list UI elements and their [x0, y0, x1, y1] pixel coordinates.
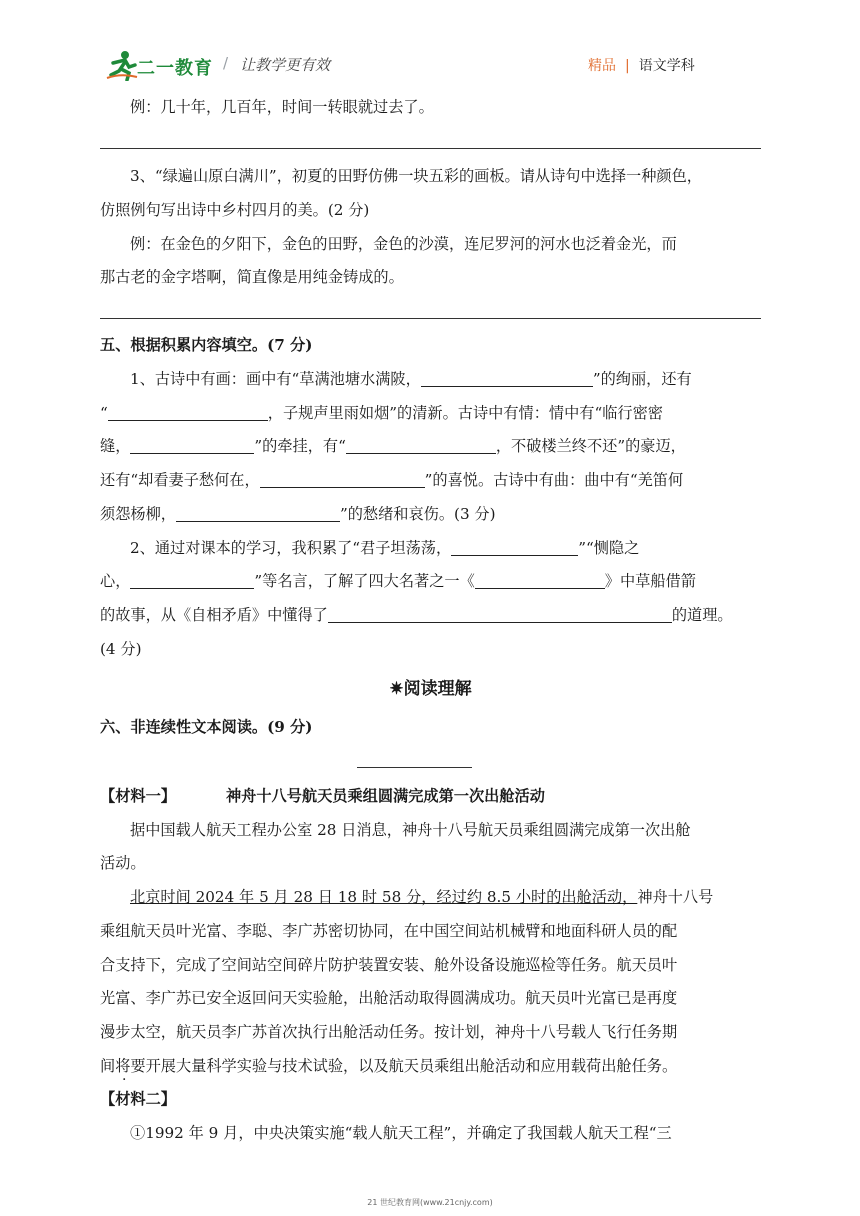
header-right	[588, 55, 695, 75]
fill-blank[interactable]	[328, 606, 672, 623]
m1-p2-line2: 乘组航天员叶光富、李聪、李广苏密切协同，在中国空间站机械臂和地面科研人员的配	[100, 922, 678, 940]
s5-p1-l2a: “	[100, 404, 108, 422]
page-footer: 21 世纪教育网(www.21cnjy.com)	[367, 1198, 493, 1207]
emphasis-dot-char: 将	[115, 1057, 131, 1075]
q3-line1: 3、“绿遍山原白满川”，初夏的田野仿佛一块五彩的画板。请从诗句中选择一种颜色，	[130, 167, 702, 185]
m1-p2-l6b: 要开展大量科学实验与技术试验，以及航天员乘组出舱活动和应用载荷出舱任务。	[130, 1057, 678, 1075]
material-rule	[357, 767, 472, 768]
section6-title: 六、非连续性文本阅读。(9 分)	[100, 718, 313, 736]
s5-p1-line4	[100, 469, 761, 491]
s5-p1-l1b: ”的绚丽，还有	[592, 370, 692, 388]
s5-p2-l3a: 的故事，从《自相矛盾》中懂得了	[100, 606, 328, 624]
s5-p2-line3	[100, 604, 761, 626]
fill-blank[interactable]	[130, 437, 254, 454]
q3-example1: 例：在金色的夕阳下，金色的田野，金色的沙漠，连尼罗河的河水也泛着金光，而	[130, 235, 677, 253]
fill-blank[interactable]	[108, 404, 268, 421]
answer-line	[100, 318, 761, 319]
s5-p1-l1a: 1、古诗中有画：画中有“草满池塘水满陂，	[130, 370, 421, 388]
material1-label: 【材料一】	[100, 787, 176, 805]
fill-blank[interactable]	[451, 539, 578, 556]
s5-p1-line2	[100, 402, 761, 424]
fill-blank[interactable]	[421, 370, 593, 387]
m1-p2-line4: 光富、李广苏已安全返回问天实验舱，出舱活动取得圆满成功。航天员叶光富已是再度	[100, 989, 678, 1007]
m1-p2-line1	[130, 886, 791, 908]
header-divider: /	[223, 54, 229, 72]
s5-p1-l5a: 须怨杨柳，	[100, 505, 176, 523]
s5-p1-l2b: ，子规声里雨如烟”的清新。古诗中有情：情中有“临行密密	[267, 404, 663, 422]
m1-p2-line5: 漫步太空，航天员李广苏首次执行出舱活动任务。按计划，神舟十八号载人飞行任务期	[100, 1023, 678, 1041]
s5-p1-l4b: ”的喜悦。古诗中有曲：曲中有“羌笛何	[424, 471, 684, 489]
m1-p2-l6a: 间	[100, 1057, 116, 1075]
fill-blank[interactable]	[260, 471, 425, 488]
runner-icon	[105, 49, 139, 81]
m1-p2-line3: 合支持下，完成了空间站空间碎片防护装置安装、舱外设备设施巡检等任务。航天员叶	[100, 956, 678, 974]
section5-title: 五、根据积累内容填空。(7 分)	[100, 336, 313, 354]
m2-p1-line1: ①1992 年 9 月，中央决策实施“载人航天工程”，并确定了我国载人航天工程“三	[130, 1124, 672, 1142]
m1-p1-line1: 据中国载人航天工程办公室 28 日消息，神舟十八号航天员乘组圆满完成第一次出舱	[130, 821, 691, 839]
m1-p2-line6	[100, 1055, 761, 1077]
s5-p2-l3b: 的道理。	[671, 606, 733, 624]
s5-p2-line2	[100, 570, 761, 592]
s5-p1-l3a: 缝，	[100, 437, 131, 455]
q2-example: 例：几十年，几百年，时间一转眼就过去了。	[130, 98, 434, 116]
s5-p2-l2b: ”等名言，了解了四大名著之一《	[254, 572, 475, 590]
s5-p2-l2c: 》中草船借箭	[604, 572, 696, 590]
m1-p1-line2: 活动。	[100, 854, 146, 872]
s5-p1-line1	[130, 368, 791, 390]
material1-title: 神舟十八号航天员乘组圆满完成第一次出舱活动	[225, 787, 545, 805]
m1-p2-underlined: 北京时间 2024 年 5 月 28 日 18 时 58 分，经过约 8.5 小时的出舱活动，	[130, 888, 638, 906]
s5-p1-l4a: 还有“却看妻子愁何在，	[100, 471, 260, 489]
reading-heading: ✷阅读理解	[389, 679, 472, 699]
s5-p2-l1b: ”“恻隐之	[578, 539, 640, 557]
s5-p1-l3c: ，不破楼兰终不还”的豪迈，	[495, 437, 686, 455]
material1-header	[100, 785, 761, 807]
s5-p1-l5b: ”的愁绪和哀伤。(3 分)	[339, 505, 496, 523]
s5-p1-line5	[100, 503, 761, 525]
m1-p2-l1-rest: 神舟十八号	[637, 888, 714, 906]
s5-p2-l2a: 心，	[100, 572, 131, 590]
fill-blank[interactable]	[176, 505, 340, 522]
brand-logo	[105, 49, 213, 81]
s5-p1-l3b: ”的牵挂，有“	[254, 437, 346, 455]
header-slogan: 让教学更有效	[240, 56, 331, 74]
logo-text: 二一教育	[137, 58, 213, 79]
q3-line2: 仿照例句写出诗中乡村四月的美。(2 分)	[100, 201, 370, 219]
material2-label: 【材料二】	[100, 1090, 176, 1108]
s5-p2-l1a: 2、通过对课本的学习，我积累了“君子坦荡荡，	[130, 539, 452, 557]
answer-line	[100, 148, 761, 149]
fill-blank[interactable]	[475, 572, 605, 589]
s5-p2-line4: (4 分)	[100, 640, 142, 658]
header-separator: |	[625, 58, 630, 74]
s5-p1-line3	[100, 435, 761, 457]
header-tag: 精品	[588, 58, 616, 74]
fill-blank[interactable]	[130, 572, 254, 589]
header-subject: 语文学科	[638, 58, 695, 74]
s5-p2-line1	[130, 537, 791, 559]
fill-blank[interactable]	[346, 437, 496, 454]
q3-example2: 那古老的金字塔啊，简直像是用纯金铸成的。	[100, 268, 404, 286]
